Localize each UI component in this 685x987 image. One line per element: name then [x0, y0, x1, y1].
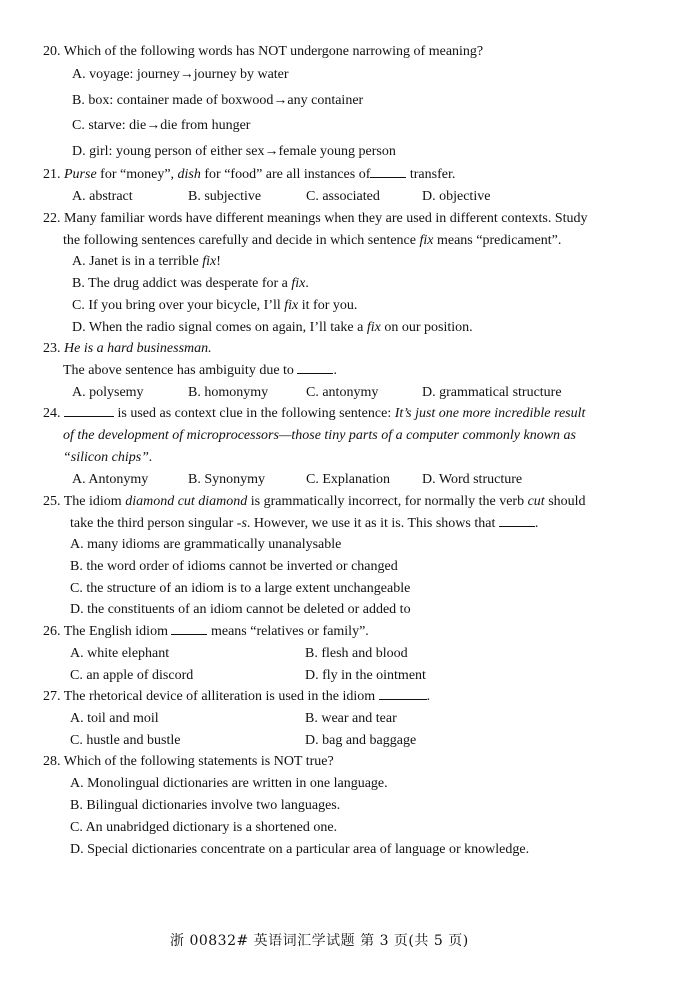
q24-stem-line2: of the development of microprocessors—those tiny parts of a computer commonly known as — [63, 428, 577, 443]
q23-option-d: D. grammatical structure — [422, 385, 562, 400]
q24-stem-line1: 24. is used as context clue in the following sentence: It’s just one more incredible result — [43, 406, 586, 421]
q22-option-d: D. When the radio signal comes on again, I’ll take a fix on our position. — [72, 320, 473, 335]
q23-stem: 23. He is a hard businessman. — [43, 341, 212, 356]
q28-option-c: C. An unabridged dictionary is a shortened one. — [70, 820, 338, 835]
q27-option-d: D. bag and baggage — [305, 733, 417, 748]
answer-blank — [370, 166, 406, 178]
q21-option-c: C. associated — [306, 189, 380, 204]
q21-option-b: B. subjective — [188, 189, 262, 204]
q22-option-b: B. The drug addict was desperate for a fix. — [72, 276, 309, 291]
q25-stem-line1: 25. The idiom diamond cut diamond is grammatically incorrect, for normally the verb cut should — [43, 494, 586, 509]
q26-option-a: A. white elephant — [70, 646, 170, 661]
q22-option-c: C. If you bring over your bicycle, I’ll fix it for you. — [72, 298, 358, 313]
q24-option-b: B. Synonymy — [188, 472, 266, 487]
q24-option-a: A. Antonymy — [72, 472, 149, 487]
q28-option-d: D. Special dictionaries concentrate on a particular area of language or knowledge. — [70, 842, 530, 857]
q23-stem-line2: The above sentence has ambiguity due to . — [63, 363, 337, 378]
q20-option-a: A. voyage: journey→journey by water — [72, 67, 289, 82]
q22-stem-line1: 22. Many familiar words have different meanings when they are used in different contexts. Study — [43, 211, 588, 226]
q25-option-d: D. the constituents of an idiom cannot be deleted or added to — [70, 602, 411, 617]
q23-option-a: A. polysemy — [72, 385, 144, 400]
answer-blank — [171, 623, 207, 635]
q28-option-b: B. Bilingual dictionaries involve two languages. — [70, 798, 341, 813]
q26-option-d: D. fly in the ointment — [305, 668, 426, 683]
q27-option-a: A. toil and moil — [70, 711, 159, 726]
q23-option-c: C. antonymy — [306, 385, 379, 400]
q27-option-b: B. wear and tear — [305, 711, 397, 726]
q26-option-b: B. flesh and blood — [305, 646, 408, 661]
answer-blank — [379, 688, 427, 700]
q25-option-b: B. the word order of idioms cannot be inverted or changed — [70, 559, 398, 574]
answer-blank — [297, 362, 333, 374]
q20-option-c: C. starve: die→die from hunger — [72, 118, 251, 133]
q21-stem: 21. Purse for “money”, dish for “food” are all instances of transfer. — [43, 167, 456, 182]
q22-stem-line2: the following sentences carefully and decide in which sentence fix means “predicament”. — [63, 233, 562, 248]
q26-option-c: C. an apple of discord — [70, 668, 194, 683]
q20-option-b: B. box: container made of boxwood→any container — [72, 93, 364, 108]
q27-option-c: C. hustle and bustle — [70, 733, 181, 748]
q21-option-a: A. abstract — [72, 189, 133, 204]
q25-stem-line2: take the third person singular -s. However, we use it as it is. This shows that . — [70, 516, 539, 531]
q24-option-c: C. Explanation — [306, 472, 390, 487]
page-footer: 浙 00832# 英语词汇学试题 第 3 页(共 5 页) — [170, 933, 469, 949]
q28-stem: 28. Which of the following statements is NOT true? — [43, 754, 334, 769]
answer-blank — [64, 405, 114, 417]
q22-option-a: A. Janet is in a terrible fix! — [72, 254, 221, 269]
q20-option-d: D. girl: young person of either sex→female young person — [72, 144, 396, 159]
q21-option-d: D. objective — [422, 189, 491, 204]
q26-stem: 26. The English idiom means “relatives or family”. — [43, 624, 369, 639]
q24-stem-line3: “silicon chips”. — [63, 450, 153, 465]
q24-option-d: D. Word structure — [422, 472, 523, 487]
q25-option-c: C. the structure of an idiom is to a large extent unchangeable — [70, 581, 411, 596]
q25-option-a: A. many idioms are grammatically unanalysable — [70, 537, 342, 552]
q23-option-b: B. homonymy — [188, 385, 269, 400]
q27-stem: 27. The rhetorical device of alliteration is used in the idiom . — [43, 689, 431, 704]
answer-blank — [499, 515, 535, 527]
q28-option-a: A. Monolingual dictionaries are written in one language. — [70, 776, 388, 791]
q20-stem: 20. Which of the following words has NOT undergone narrowing of meaning? — [43, 44, 484, 59]
